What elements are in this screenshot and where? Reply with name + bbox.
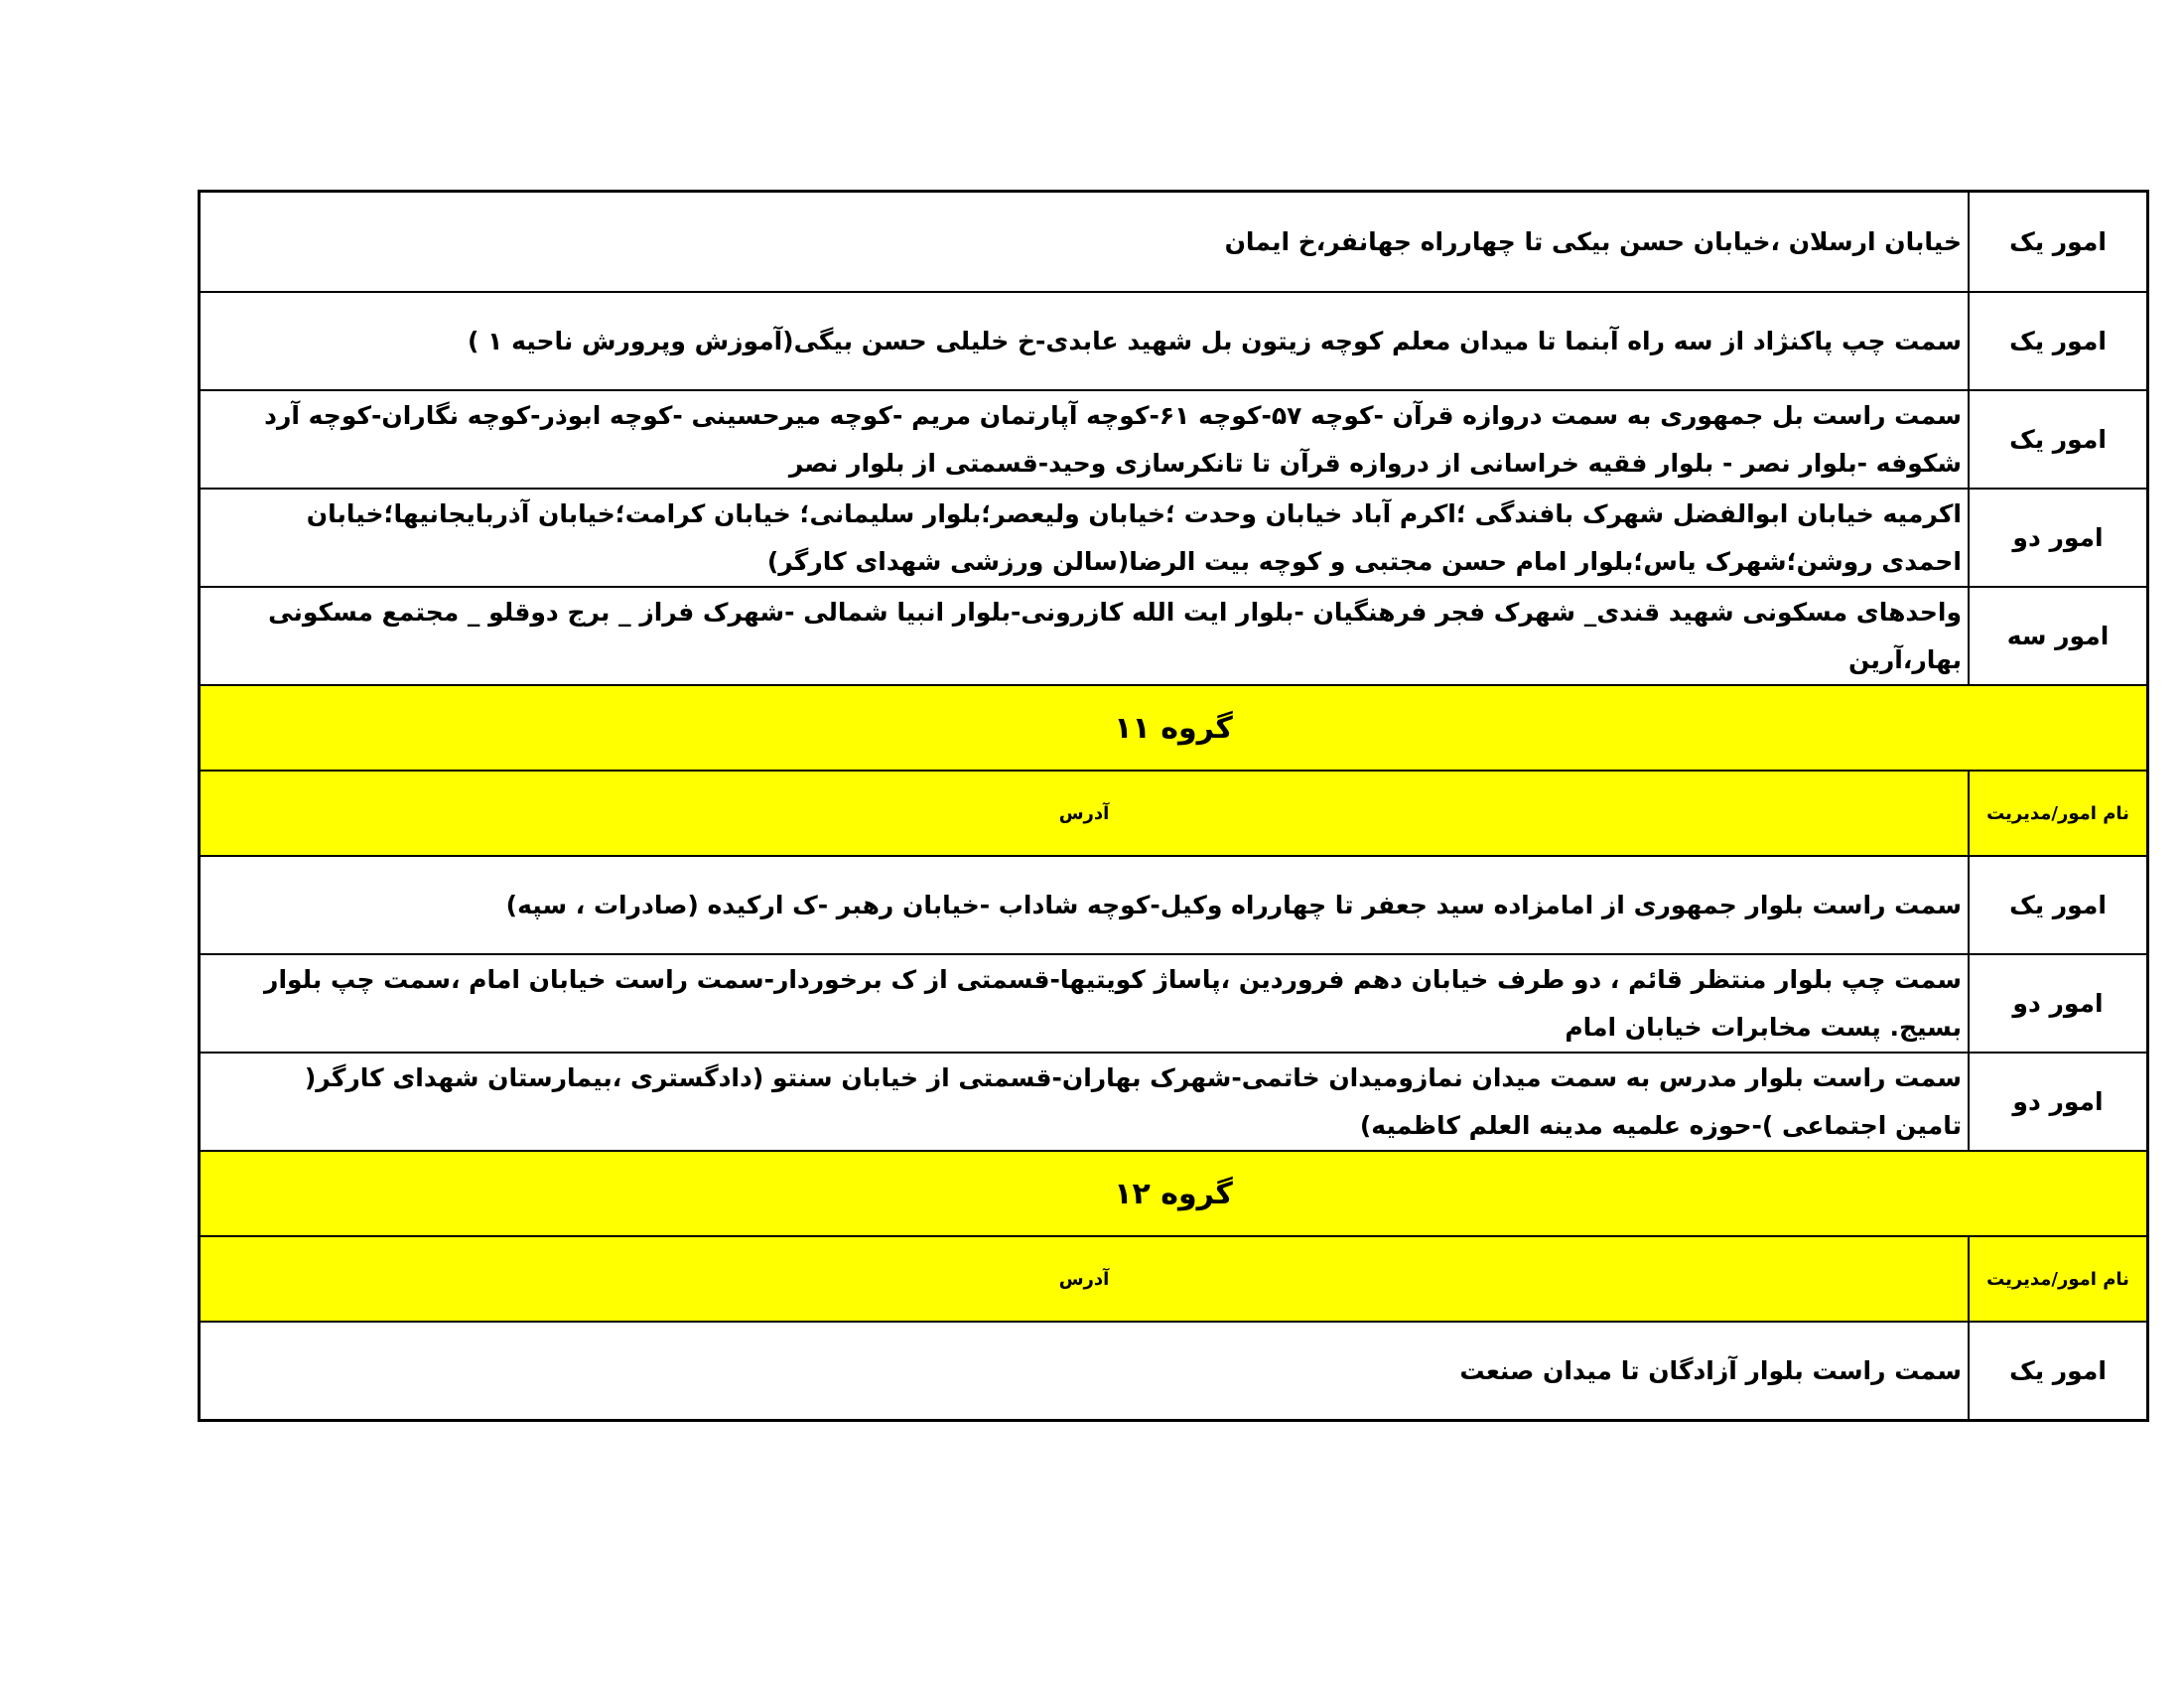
table-row (201, 1321, 2146, 1419)
group-11-header-row (201, 770, 2146, 855)
address-cell (201, 955, 1968, 1052)
group-11-title-row (201, 684, 2146, 770)
table-row (201, 855, 2146, 953)
address-cell (201, 1323, 1968, 1419)
address-cell (201, 391, 1968, 488)
group-12-header-row (201, 1235, 2146, 1321)
address-column-header: آدرس (1058, 1268, 1110, 1290)
table-row (201, 193, 2146, 291)
address-text: سمت راست بلوار جمهوری از امامزاده سید جعفر تا چهارراه وکیل-کوچه شاداب -خیابان رهبر -ک ارکیده (صادرات ، سپه) (505, 890, 1962, 919)
address-cell (201, 490, 1968, 586)
table-row (201, 1052, 2146, 1150)
address-cell (201, 1054, 1968, 1150)
outage-schedule-table (198, 190, 2149, 1422)
unit-cell: امور یک (1968, 391, 2146, 488)
table-row (201, 953, 2146, 1052)
unit-cell: امور دو (1968, 955, 2146, 1052)
group-12-title-row (201, 1150, 2146, 1235)
table-row (201, 586, 2146, 684)
unit-cell: امور سه (1968, 588, 2146, 684)
group-title: گروه ۱۲ (1114, 1176, 1233, 1211)
address-cell (201, 857, 1968, 953)
table-row (201, 291, 2146, 389)
address-text: سمت راست بلوار مدرس به سمت میدان نمازومیدان خاتمی-شهرک بهاران-قسمتی از خیابان سنتو (دادگستری ،بیمارستان شهدای کارگر( تامین اجتماعی )-حوزه علمیه مدینه العلم کاظمیه) (304, 1062, 1962, 1140)
unit-column-header: نام امور/مدیریت (1968, 772, 2146, 855)
address-text: سمت راست بل جمهوری به سمت دروازه قرآن -کوچه ۵۷-کوچه ۶۱-کوچه آپارتمان مریم -کوچه میرحسینی -کوچه ابوذر-کوچه نگاران-کوچه آرد شکوفه -بلوار نصر - بلوار فقیه خراسانی از دروازه قرآن تا تانکرسازی وحید-قسمتی از بلوار نصر (264, 400, 1962, 478)
unit-cell: امور دو (1968, 490, 2146, 586)
unit-column-header: نام امور/مدیریت (1968, 1237, 2146, 1321)
address-text: خیابان ارسلان ،خیابان حسن بیکی تا چهارراه جهانفر،خ ایمان (1224, 226, 1962, 256)
address-text: سمت راست بلوار آزادگان تا میدان صنعت (1459, 1355, 1962, 1385)
table-row (201, 488, 2146, 586)
address-text: اکرمیه خیابان ابوالفضل شهرک بافندگی ؛اکرم آباد خیابان وحدت ؛خیابان ولیعصر؛بلوار سلیمانی؛ خیابان کرامت؛خیابان آذربایجانیها؛خیابان احمدی روشن؛شهرک یاس؛بلوار امام حسن مجتبی و کوچه بیت الرضا(سالن ورزشی شهدای کارگر) (306, 498, 1962, 576)
address-cell (201, 193, 1968, 291)
unit-cell: امور یک (1968, 857, 2146, 953)
address-text: سمت چپ پاکنژاد از سه راه آبنما تا میدان معلم کوچه زیتون بل شهید عابدی-خ خلیلی حسن بیگی(آموزش وپرورش ناحیه ۱ ) (467, 326, 1962, 355)
group-title: گروه ۱۱ (1114, 710, 1233, 746)
address-column-header: آدرس (1058, 802, 1110, 824)
address-cell (201, 293, 1968, 389)
table-row (201, 389, 2146, 488)
unit-cell: امور یک (1968, 293, 2146, 389)
address-cell (201, 588, 1968, 684)
address-text: سمت چپ بلوار منتظر قائم ، دو طرف خیابان دهم فروردین ،پاساژ کویتیها-قسمتی از ک برخوردار-سمت راست خیابان امام ،سمت چپ بلوار بسیج. پست مخابرات خیابان امام (264, 964, 1962, 1042)
address-text: واحدهای مسکونی شهید قندی_ شهرک فجر فرهنگیان -بلوار ایت الله کازرونی-بلوار انبیا شمالی -شهرک فراز _ برج دوقلو _ مجتمع مسکونی بهار،آرین (268, 597, 1962, 674)
unit-cell: امور یک (1968, 193, 2146, 291)
unit-cell: امور دو (1968, 1054, 2146, 1150)
unit-cell: امور یک (1968, 1323, 2146, 1419)
